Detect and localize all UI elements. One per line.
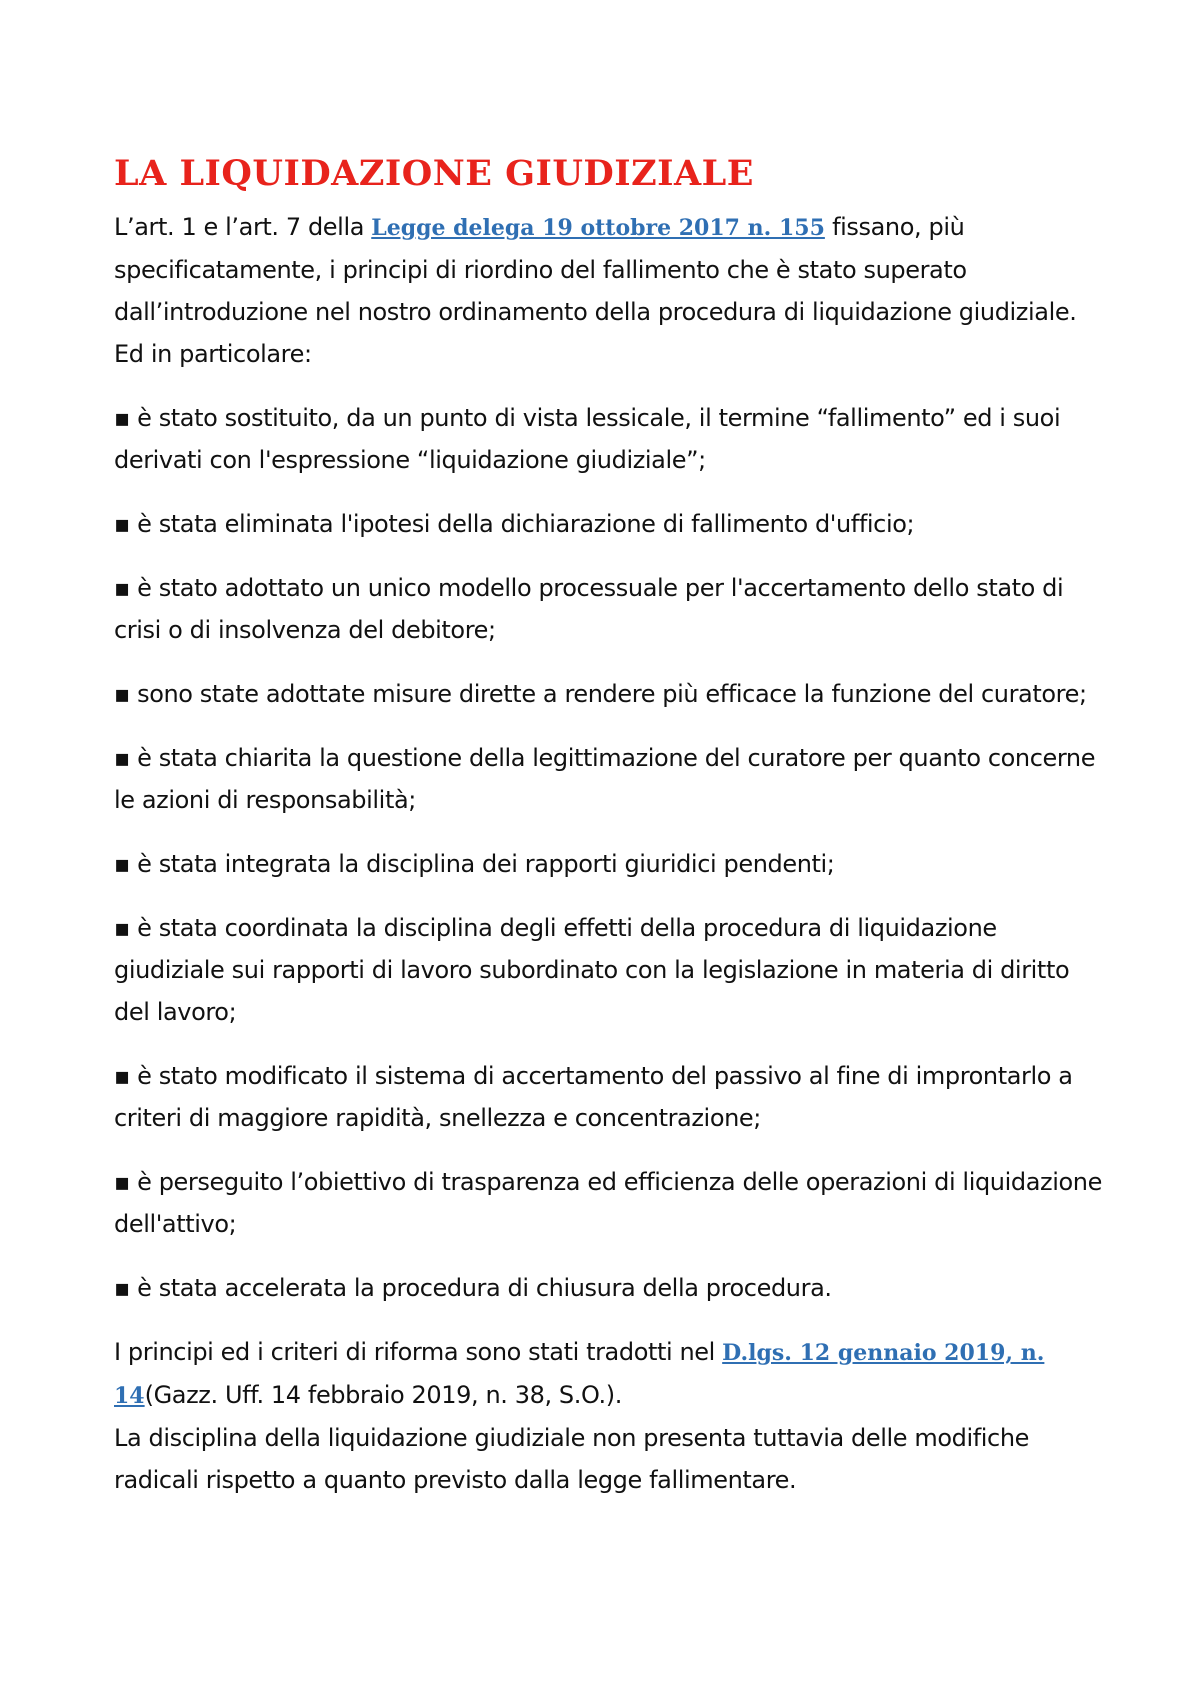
page-title: LA LIQUIDAZIONE GIUDIZIALE (114, 153, 754, 194)
intro-text-start: L’art. 1 e l’art. 7 della (114, 213, 372, 241)
list-item: ▪ è stato sostituito, da un punto di vista lessicale, il termine “fallimento” ed i suoi derivati con l'espressione “liquidazione giudiziale”; (114, 404, 1061, 474)
list-item: ▪ è stata accelerata la procedura di chiusura della procedura. (114, 1274, 832, 1302)
closing-text-start: I principi ed i criteri di riforma sono stati tradotti nel (114, 1338, 723, 1366)
list-item: ▪ sono state adottate misure dirette a rendere più efficace la funzione del curatore; (114, 680, 1087, 708)
list-item: ▪ è stata coordinata la disciplina degli effetti della procedura di liquidazione giudiziale sui rapporti di lavoro subordinato con la legislazione in materia di diritto del lavoro; (114, 914, 1070, 1026)
closing-paragraph (114, 1331, 1104, 1501)
closing-conclusion: La disciplina della liquidazione giudiziale non presenta tuttavia delle modifiche radicali rispetto a quanto previsto dalla legge fallimentare. (114, 1424, 1030, 1494)
dlgs-link[interactable]: D.lgs. 12 gennaio 2019, n. 14 (114, 1340, 1045, 1409)
legge-delega-link[interactable]: Legge delega 19 ottobre 2017 n. 155 (371, 215, 825, 241)
list-item: ▪ è stata chiarita la questione della legittimazione del curatore per quanto concerne le azioni di responsabilità; (114, 744, 1096, 814)
list-item: ▪ è perseguito l’obiettivo di trasparenza ed efficienza delle operazioni di liquidazione dell'attivo; (114, 1168, 1102, 1238)
intro-lead-in: Ed in particolare: (114, 340, 312, 368)
list-item: ▪ è stata integrata la disciplina dei rapporti giuridici pendenti; (114, 850, 835, 878)
list-item: ▪ è stato adottato un unico modello processuale per l'accertamento dello stato di crisi o di insolvenza del debitore; (114, 574, 1064, 644)
closing-citation: (Gazz. Uff. 14 febbraio 2019, n. 38, S.O.). (144, 1381, 622, 1409)
list-item: ▪ è stato modificato il sistema di accertamento del passivo al fine di improntarlo a criteri di maggiore rapidità, snellezza e concentrazione; (114, 1062, 1073, 1132)
intro-paragraph (114, 206, 1104, 375)
document-page (114, 150, 1104, 1501)
intro-text-end: fissano, più specificatamente, i principi di riordino del fallimento che è stato superato dall’introduzione nel nostro ordinamento della procedura di liquidazione giudiziale. (114, 213, 1077, 326)
list-item: ▪ è stata eliminata l'ipotesi della dichiarazione di fallimento d'ufficio; (114, 510, 915, 538)
